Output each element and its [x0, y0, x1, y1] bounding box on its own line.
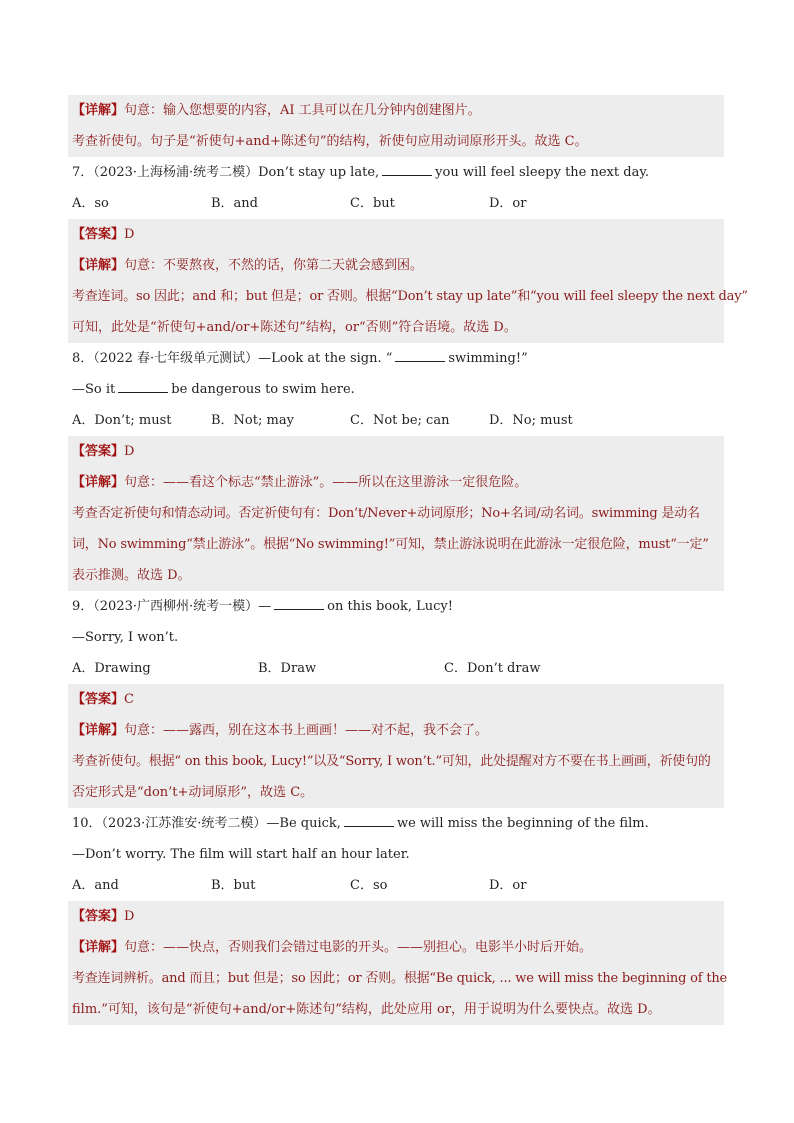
q9-line2: —Sorry, I won’t. [72, 630, 179, 645]
option-b: B．but [211, 878, 256, 893]
answer-tag: 【答案】 [72, 227, 125, 242]
detail-text: 句意：输入您想要的内容，AI 工具可以在几分钟内创建图片。 [124, 103, 481, 118]
option-c: C．Don’t draw [444, 661, 541, 676]
q9-analysis-1: 考查祈使句。根据“ on this book, Lucy!”以及“Sorry, I won’t.”可知，此处提醒对方不要在书上画画，祈使句的 [68, 746, 724, 777]
option-c: C．but [350, 196, 395, 211]
question-number: 10．（2023·江苏淮安·统考二模） [72, 816, 267, 831]
option-b: B．Draw [258, 661, 317, 676]
q9-detail [68, 715, 724, 746]
answer-tag: 【答案】 [72, 692, 125, 707]
q9-answer [68, 684, 724, 715]
option-d: D．or [489, 878, 527, 893]
q10-line2: —Don’t worry. The film will start half an hour later. [72, 847, 410, 862]
q10-analysis-1: 考查连词辨析。and 而且；but 但是；so 因此；or 否则。根据“Be quick, ... we will miss the beginning of the [68, 963, 724, 994]
q8-answer [68, 436, 724, 467]
question-number: 8．（2022 春·七年级单元测试） [72, 351, 259, 366]
q9-analysis-2: 否定形式是“don’t+动词原形”，故选 C。 [68, 777, 724, 808]
answer-blank [382, 163, 432, 176]
q7-analysis-2: 可知，此处是“祈使句+and/or+陈述句”结构，or“否则”符合语境。故选 D。 [68, 312, 724, 343]
question-number: 9．（2023·广西柳州·统考一模） [72, 599, 259, 614]
q10-answer [68, 901, 724, 932]
option-c: C．Not be; can [350, 413, 450, 428]
answer-value: C [124, 692, 134, 707]
detail-tag: 【详解】 [72, 475, 125, 490]
q8-stem: 8．（2022 春·七年级单元测试）—Look at the sign. “ swimming!” [72, 351, 528, 366]
option-b: B．and [211, 196, 258, 211]
answer-tag: 【答案】 [72, 444, 125, 459]
detail-text: 句意：——快点，否则我们会错过电影的开头。——别担心。电影半小时后开始。 [124, 940, 593, 955]
detail-tag: 【详解】 [72, 723, 125, 738]
q10-analysis-2: film.”可知，该句是“祈使句+and/or+陈述句”结构，此处应用 or，用于说明为什么要快点。故选 D。 [68, 994, 724, 1025]
answer-tag: 【答案】 [72, 909, 125, 924]
option-c: C．so [350, 878, 388, 893]
q7-answer [68, 219, 724, 250]
option-a: A．and [72, 878, 119, 893]
option-a: A．Don’t; must [72, 413, 172, 428]
q8-analysis-2: 词，No swimming“禁止游泳”。根据“No swimming!”可知，禁止游泳说明在此游泳一定很危险，must“一定” [68, 529, 724, 560]
option-d: D．No; must [489, 413, 573, 428]
answer-blank [344, 814, 394, 827]
answer-value: D [124, 909, 135, 924]
detail-tag: 【详解】 [72, 103, 125, 118]
answer-value: D [124, 227, 135, 242]
q7-analysis-1: 考查连词。so 因此；and 和；but 但是；or 否则。根据“Don’t stay up late”和“you will feel sleepy the next day” [68, 281, 724, 312]
q10-detail [68, 932, 724, 963]
answer-value: D [124, 444, 135, 459]
q8-analysis-1: 考查否定祈使句和情态动词。否定祈使句有：Don’t/Never+动词原形；No+名词/动名词。swimming 是动名 [68, 498, 724, 529]
worksheet-page [68, 95, 748, 1025]
q9-stem: 9．（2023·广西柳州·统考一模）— on this book, Lucy! [72, 599, 453, 614]
option-a: A．Drawing [72, 661, 151, 676]
q8-analysis-3: 表示推测。故选 D。 [68, 560, 724, 591]
answer-blank [118, 380, 168, 393]
answer-blank [274, 597, 324, 610]
q7-detail [68, 250, 724, 281]
q6-analysis: 考查祈使句。句子是“祈使句+and+陈述句”的结构，祈使句应用动词原形开头。故选 C。 [68, 126, 724, 157]
q9-options [68, 653, 724, 684]
q10-stem: 10．（2023·江苏淮安·统考二模）—Be quick, we will miss the beginning of the film. [72, 816, 649, 831]
option-d: D．or [489, 196, 527, 211]
question-number: 7．（2023·上海杨浦·统考二模） [72, 165, 259, 180]
q8-detail [68, 467, 724, 498]
q8-line2: —So it be dangerous to swim here. [72, 382, 355, 397]
detail-tag: 【详解】 [72, 940, 125, 955]
q7-options [68, 188, 724, 219]
detail-tag: 【详解】 [72, 258, 125, 273]
detail-text: 句意：不要熬夜，不然的话，你第二天就会感到困。 [124, 258, 424, 273]
option-b: B．Not; may [211, 413, 294, 428]
q7-stem: 7．（2023·上海杨浦·统考二模）Don’t stay up late, you will feel sleepy the next day. [72, 165, 650, 180]
option-a: A．so [72, 196, 109, 211]
q8-options [68, 405, 724, 436]
answer-blank [395, 349, 445, 362]
detail-text: 句意：——看这个标志“禁止游泳”。——所以在这里游泳一定很危险。 [124, 475, 528, 490]
q6-detail [68, 95, 724, 126]
q10-options [68, 870, 724, 901]
detail-text: 句意：——露西，别在这本书上画画！——对不起，我不会了。 [124, 723, 489, 738]
